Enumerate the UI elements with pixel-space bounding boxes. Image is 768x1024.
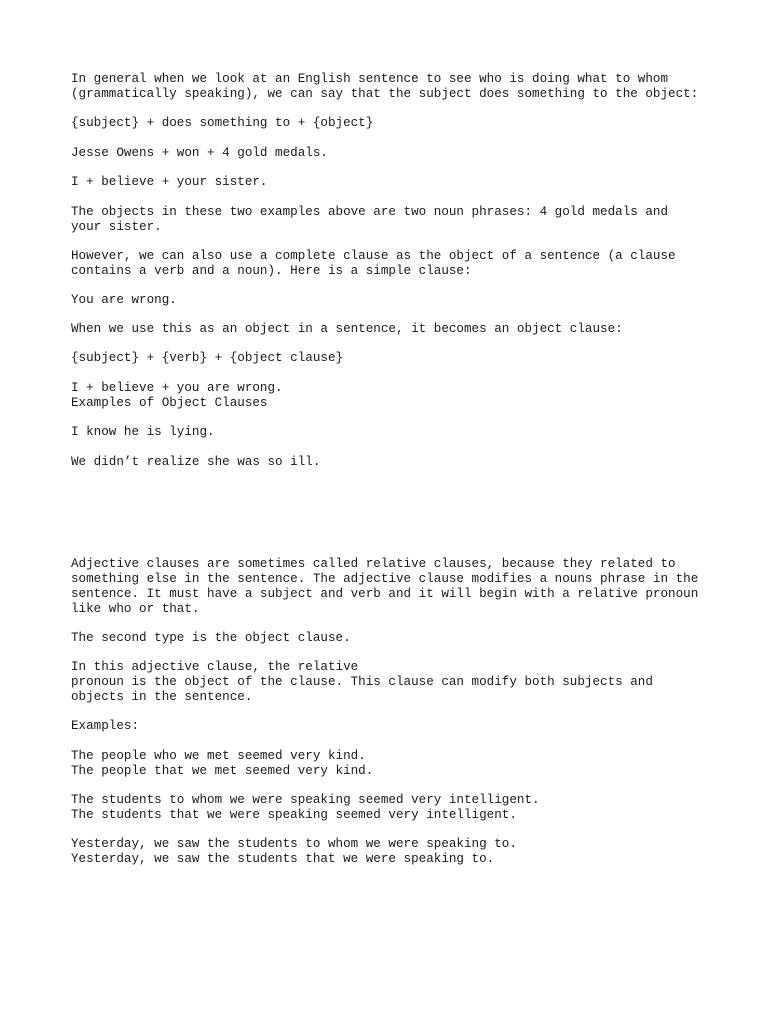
example-line: You are wrong. [71, 293, 177, 307]
paragraph-line: contains a verb and a noun). Here is a simple clause: [71, 264, 472, 278]
example-line: The people that we met seemed very kind. [71, 764, 374, 778]
formula-line: {subject} + does something to + {object} [71, 116, 374, 130]
example-line: Jesse Owens + won + 4 gold medals. [71, 146, 328, 160]
example-line: I know he is lying. [71, 425, 215, 439]
paragraph-line: sentence. It must have a subject and verb and it will begin with a relative pronoun [71, 587, 699, 601]
example-line: I + believe + your sister. [71, 175, 268, 189]
paragraph-line: (grammatically speaking), we can say that the subject does something to the object: [71, 87, 699, 101]
paragraph-line: When we use this as an object in a sentence, it becomes an object clause: [71, 322, 623, 336]
paragraph-line: pronoun is the object of the clause. This clause can modify both subjects and [71, 675, 653, 689]
example-line: The students to whom we were speaking seemed very intelligent. [71, 793, 540, 807]
example-line: Yesterday, we saw the students to whom we were speaking to. [71, 837, 517, 851]
paragraph-line: your sister. [71, 220, 162, 234]
paragraph-line: The second type is the object clause. [71, 631, 351, 645]
paragraph-line: objects in the sentence. [71, 690, 253, 704]
paragraph-line: something else in the sentence. The adjective clause modifies a nouns phrase in the [71, 572, 699, 586]
section-heading: Examples: [71, 719, 140, 733]
paragraph-line: Adjective clauses are sometimes called relative clauses, because they related to [71, 557, 676, 571]
paragraph-line: In this adjective clause, the relative [71, 660, 359, 674]
example-line: The people who we met seemed very kind. [71, 749, 366, 763]
formula-line: {subject} + {verb} + {object clause} [71, 351, 344, 365]
paragraph-line: However, we can also use a complete clause as the object of a sentence (a clause [71, 249, 676, 263]
paragraph-line: like who or that. [71, 602, 200, 616]
example-line: Yesterday, we saw the students that we were speaking to. [71, 852, 495, 866]
example-line: The students that we were speaking seemed very intelligent. [71, 808, 517, 822]
example-line: We didn’t realize she was so ill. [71, 455, 321, 469]
paragraph-line: In general when we look at an English sentence to see who is doing what to whom [71, 72, 669, 86]
section-heading: Examples of Object Clauses [71, 396, 268, 410]
example-line: I + believe + you are wrong. [71, 381, 283, 395]
paragraph-line: The objects in these two examples above are two noun phrases: 4 gold medals and [71, 205, 669, 219]
